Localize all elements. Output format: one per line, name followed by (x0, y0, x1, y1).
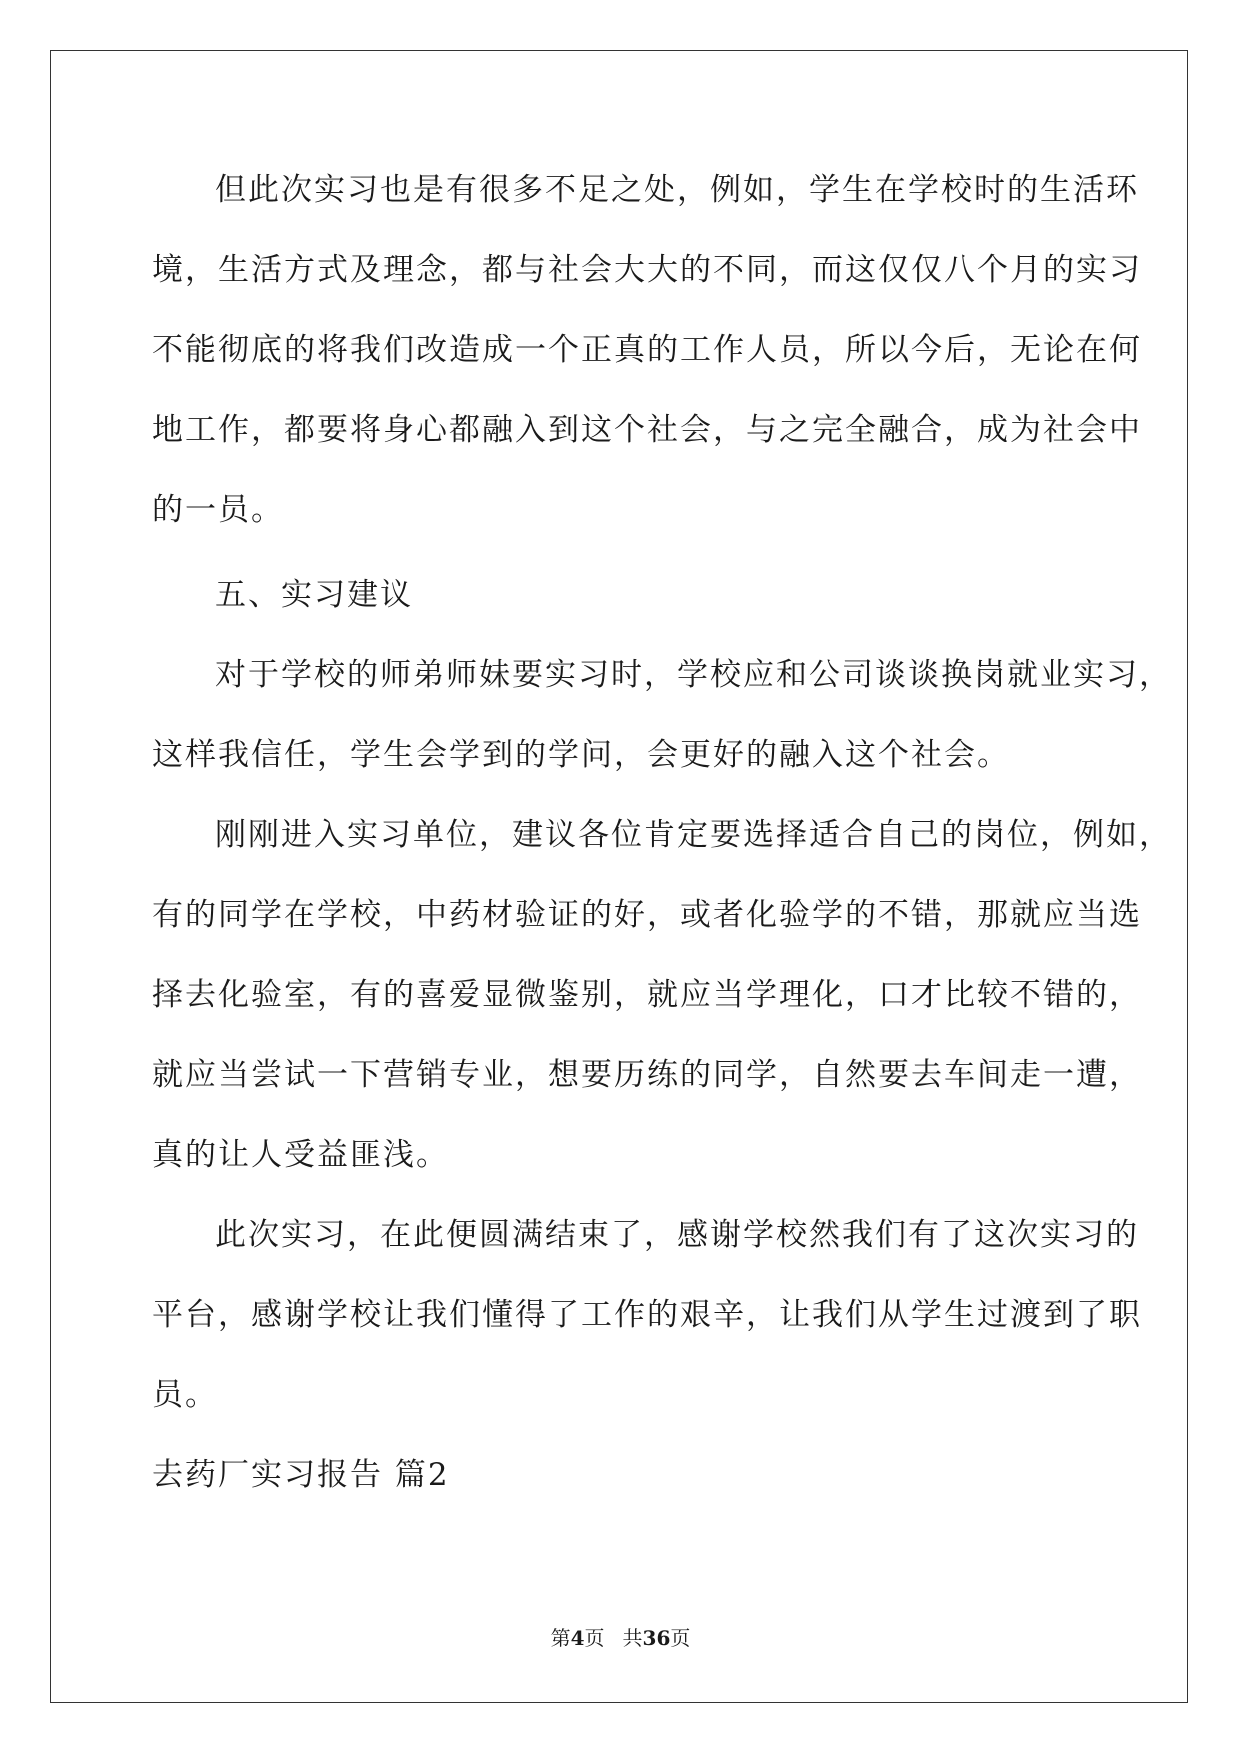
paragraph-line: 对于学校的师弟师妹要实习时，学校应和公司谈谈换岗就业实习， (215, 657, 1172, 693)
paragraph-line: 刚刚进入实习单位，建议各位肯定要选择适合自己的岗位，例如， (215, 817, 1172, 853)
total-prefix: 共 (622, 1626, 643, 1650)
paragraph-line: 这样我信任，学生会学到的学问，会更好的融入这个社会。 (152, 737, 1010, 773)
paragraph-line: 境，生活方式及理念，都与社会大大的不同，而这仅仅八个月的实习 (152, 252, 1142, 288)
page-prefix: 第 (550, 1626, 571, 1650)
page-footer (0, 1625, 1241, 1651)
page-number: 4 (570, 1626, 585, 1650)
paragraph-line: 平台，感谢学校让我们懂得了工作的艰辛，让我们从学生过渡到了职 (152, 1297, 1142, 1333)
total-suffix: 页 (670, 1626, 691, 1650)
paragraph-line: 地工作，都要将身心都融入到这个社会，与之完全融合，成为社会中 (152, 412, 1142, 448)
paragraph-line: 择去化验室，有的喜爱显微鉴别，就应当学理化，口才比较不错的， (152, 977, 1142, 1013)
paragraph-line: 就应当尝试一下营销专业，想要历练的同学，自然要去车间走一遭， (152, 1057, 1142, 1093)
paragraph-line: 的一员。 (152, 492, 284, 528)
paragraph-line: 此次实习，在此便圆满结束了，感谢学校然我们有了这次实习的 (215, 1217, 1139, 1253)
document-title: 去药厂实习报告 篇2 (152, 1457, 450, 1493)
section-heading: 五、实习建议 (215, 577, 413, 613)
page-suffix: 页 (584, 1626, 605, 1650)
paragraph-line: 不能彻底的将我们改造成一个正真的工作人员，所以今后，无论在何 (152, 332, 1142, 368)
paragraph-line: 真的让人受益匪浅。 (152, 1137, 449, 1173)
total-pages: 36 (642, 1626, 671, 1650)
paragraph-line: 但此次实习也是有很多不足之处，例如，学生在学校时的生活环 (215, 172, 1139, 208)
paragraph-line: 员。 (152, 1377, 218, 1413)
paragraph-line: 有的同学在学校，中药材验证的好，或者化验学的不错，那就应当选 (152, 897, 1142, 933)
